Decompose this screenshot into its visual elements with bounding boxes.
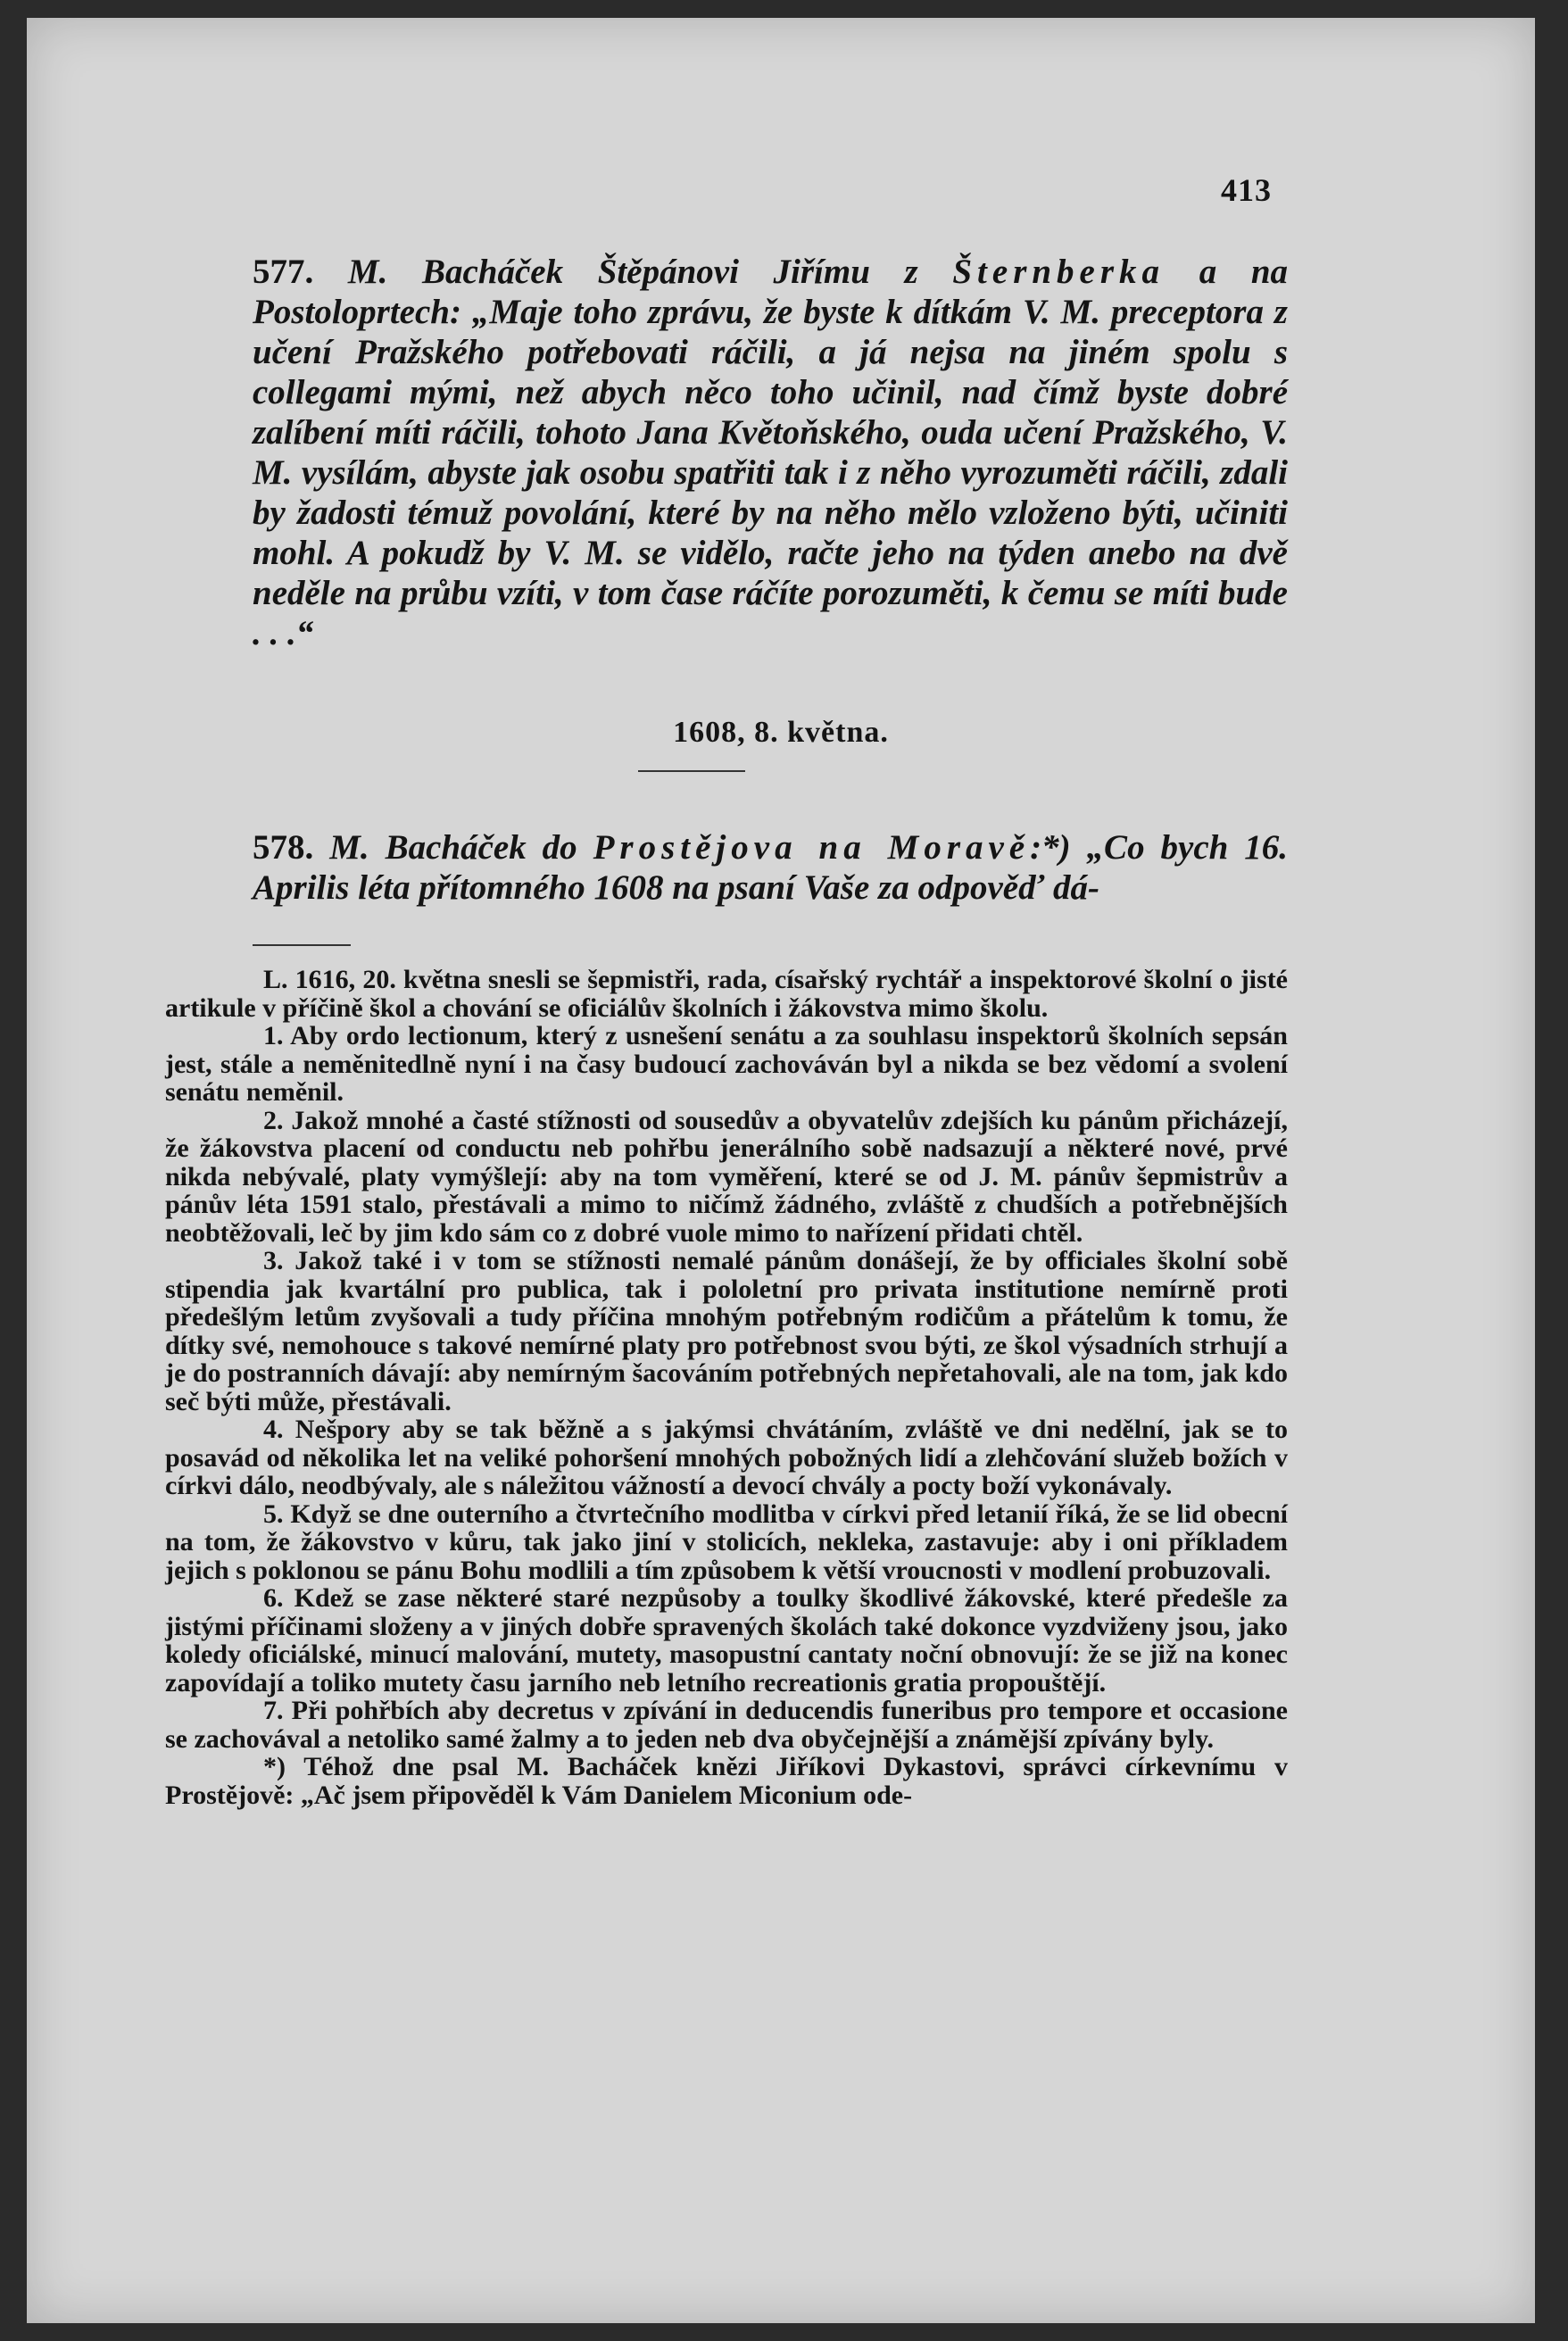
entry-578-number: 578. bbox=[253, 828, 314, 867]
footnote-intro: L. 1616, 20. května snesli se šepmistři, rada, císařský rychtář a inspektorové školní o jisté artikule v příčině škol a chování se oficiálův školních i žákovstva mimo školu. bbox=[165, 965, 1288, 1023]
entry-578-text: :*) „Co bych 16. Aprilis léta přítomného 1608 na psaní Vaše za odpověď dá- bbox=[253, 828, 1289, 907]
footnote-rule bbox=[253, 944, 351, 946]
footnotes bbox=[165, 966, 1288, 1809]
page-number: 413 bbox=[1221, 172, 1272, 208]
entry-578-place: Prostějova na Moravě bbox=[593, 828, 1031, 867]
entry-577 bbox=[253, 252, 1288, 653]
book-page bbox=[27, 18, 1535, 2323]
entry-577-author: M. Bacháček bbox=[347, 253, 564, 291]
footnote-article-7: 7. Při pohřbích aby decretus v zpívání in deducendis funeribus pro tempore et occasione se zachovával a netoliko samé žalmy a to jeden neb dva obyčejnější a známější zpívány byly. bbox=[165, 1696, 1288, 1754]
footnote-article-3: 3. Jakož také i v tom se stížnosti nemalé pánům donášejí, že by officiales školní sobě stipendia jak kvartální pro publica, tak i pololetní pro privata institutione nemírně proti předešlým letům zvyšovali a tudy příčina mnohým potřebným rodičům a přátelům k tomu, že dítky své, nemohouce s takové nemírné platy pro potřebnost svou býti, ze škol výsadních strhují a je do postranních dávají: aby nemírným šacováním potřebných nepřetahovali, ale na tom, jak kdo seč býti může, přestávali. bbox=[165, 1246, 1288, 1416]
footnote-article-1: 1. Aby ordo lectionum, který z usnešení senátu a za souhlasu inspektorů školních sepsán jest, stále a neměnitedlně nyní i na časy budoucí zachováván byl a nikda se bez vědomí a svolení senátu neměnil. bbox=[165, 1021, 1288, 1107]
entry-578 bbox=[253, 827, 1288, 908]
entry-577-surname: Šternberka bbox=[952, 253, 1166, 291]
entry-577-date: 1608, 8. května. bbox=[673, 716, 889, 749]
entry-578-author: M. Bacháček do bbox=[329, 828, 577, 867]
footnote-article-2: 2. Jakož mnohé a časté stížnosti od sousedův a obyvatelův zdejších ku pánům přicházejí, že žákovstva placení od conductu neb pohřbu jenerálního sobě nadsazují a některé nové, prvé nikda nebývalé, platy vymýšlejí: aby na tom vyměření, které se od J. M. pánův šepmistrův a pánův léta 1591 stalo, přestávali a mimo to ničímž žádného, zvláště z chudších a potřebnějších neobtěžovali, leč by jim kdo sám co z dobré vuole mimo to nařízení přidati chtěl. bbox=[165, 1105, 1288, 1248]
entry-577-recipient: Štěpánovi Jiřímu z bbox=[597, 253, 918, 291]
footnote-article-6: 6. Kdež se zase některé staré nezpůsoby a toulky škodlivé žákovské, které předešle za jistými příčinami složeny a v jiných dobře spravených školách také dokonce vyzdviženy jsou, jako koledy oficiálské, minucí malování, mutety, masopustní cantaty noční obnovují: že se již na konec zapovídají a toliko mutety času jarního neb letního recreationis gratia propouštějí. bbox=[165, 1583, 1288, 1698]
section-divider bbox=[638, 770, 745, 772]
footnote-asterisk: *) Téhož dne psal M. Bacháček knězi Jiříkovi Dykastovi, správci církevnímu v Prostějově: „Ač jsem připověděl k Vám Danielem Miconium ode- bbox=[165, 1752, 1288, 1810]
entry-577-number: 577. bbox=[253, 253, 314, 291]
entry-577-text: a na Postoloprtech: „Maje toho zprávu, že byste k dítkám V. M. preceptora z učení Pražského potřebovati ráčili, a já nejsa na jiném spolu s collegami mými, než abych něco toho učinil, nad čímž byste dobré zalíbení míti ráčili, tohoto Jana Květoňského, ouda učení Pražského, V. M. vysílám, abyste jak osobu spatřiti tak i z něho vyrozuměti ráčili, zdali by žadosti témuž povolání, které by na něho mělo vzloženo býti, učiniti mohl. A pokudž by V. M. se vidělo, račte jeho na týden anebo na dvě neděle na průbu vzíti, v tom čase ráčíte porozuměti, k čemu se míti bude . . .“ bbox=[253, 253, 1289, 652]
footnote-article-4: 4. Nešpory aby se tak běžně a s jakýmsi chvátáním, zvláště ve dni nedělní, jak se to posavád od několika let na veliké pohoršení mnohých pobožných lidí a zlehčování služeb božích v církvi dálo, neodbývaly, ale s náležitou vážností a devocí chvály a pocty boží vykonávaly. bbox=[165, 1415, 1288, 1500]
footnote-article-5: 5. Když se dne outerního a čtvrtečního modlitba v církvi před letanií říká, že se lid obecní na tom, že žákovstvo v kůru, tak jako jiní v stolicích, neklekа, zastavuje: aby i oni příkladem jejich s poklonou se pánu Bohu modlili a tím způsobem k větší vroucnosti v modlení probuzovali. bbox=[165, 1498, 1288, 1585]
